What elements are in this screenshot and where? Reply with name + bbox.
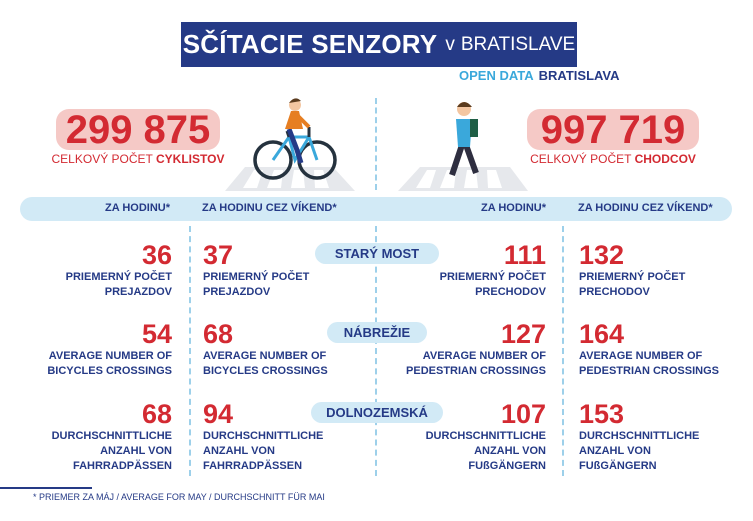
row1-ped-hour-l2: PRECHODOV — [475, 286, 546, 298]
divider-top — [375, 98, 377, 190]
row3-ped-hour-value: 107 — [500, 399, 546, 429]
row1-ped-hour-l1: PRIEMERNÝ POČET — [439, 271, 546, 283]
pedestrian-illustration — [392, 95, 542, 195]
column-header-ped-weekend: ZA HODINU CEZ VÍKEND* — [578, 202, 713, 214]
footnote: * PRIEMER ZA MÁJ / AVERAGE FOR MAY / DURCHSCHNITT FÜR MAI — [33, 492, 325, 502]
cyclists-caption-prefix: CELKOVÝ POČET — [51, 152, 153, 166]
row1-ped-hour-label — [380, 270, 546, 300]
column-header-bike-hour: ZA HODINU* — [105, 202, 170, 214]
row1-bike-weekend-l2: PREJAZDOV — [203, 286, 271, 298]
row3-bike-weekend-value: 94 — [203, 399, 234, 429]
row3-ped-weekend-label — [579, 429, 699, 474]
pedestrians-caption-bold: CHODCOV — [634, 152, 696, 166]
footnote-rule — [0, 487, 92, 489]
location-stary-most: STARÝ MOST — [315, 243, 439, 264]
row3-bike-hour-label — [20, 429, 172, 474]
row2-ped-hour-label — [376, 349, 546, 379]
column-header-bike-weekend: ZA HODINU CEZ VÍKEND* — [202, 202, 337, 214]
divider-left — [189, 226, 191, 476]
title-banner — [181, 22, 577, 67]
row1-ped-weekend-l2: PRECHODOV — [579, 286, 650, 298]
location-nabrezie: NÁBREŽIE — [327, 322, 427, 343]
row3-bike-weekend-l2: ANZAHL VON — [203, 445, 275, 457]
row3-bike-hour-l3: FAHRRADPÄSSEN — [72, 460, 172, 472]
row3-ped-weekend-value: 153 — [579, 399, 625, 429]
row2-ped-hour-value: 127 — [500, 319, 546, 349]
cyclist-illustration — [205, 95, 375, 195]
row3-bike-weekend-l3: FAHRRADPÄSSEN — [203, 460, 303, 472]
cyclists-total-value: 299 875 — [65, 108, 211, 152]
row1-bike-weekend-label — [203, 270, 309, 300]
title-main: SČÍTACIE SENZORY — [182, 29, 438, 59]
row3-ped-hour-l1: DURCHSCHNITTLICHE — [425, 430, 546, 442]
title-city: BRATISLAVE — [460, 33, 576, 55]
row1-ped-weekend-label — [579, 270, 685, 300]
row2-ped-weekend-label — [579, 349, 719, 379]
row1-bike-weekend-l1: PRIEMERNÝ POČET — [203, 271, 310, 283]
row2-bike-weekend-label — [203, 349, 328, 379]
row2-ped-hour-l2: PEDESTRIAN CROSSINGS — [406, 365, 546, 377]
row3-bike-weekend-label — [203, 429, 323, 474]
row1-ped-weekend-l1: PRIEMERNÝ POČET — [579, 271, 686, 283]
row2-bike-hour-l2: BICYCLES CROSSINGS — [47, 365, 172, 377]
row2-bike-weekend-l1: AVERAGE NUMBER OF — [203, 350, 327, 362]
row2-ped-hour-l1: AVERAGE NUMBER OF — [422, 350, 546, 362]
row2-bike-hour-value: 54 — [141, 319, 172, 349]
row2-ped-weekend-value: 164 — [579, 319, 625, 349]
row1-bike-hour-l1: PRIEMERNÝ POČET — [65, 271, 172, 283]
pedestrians-total-caption — [515, 152, 711, 166]
row3-ped-hour-label — [380, 429, 546, 474]
cyclists-caption-bold: CYKLISTOV — [156, 152, 225, 166]
row1-bike-hour-label — [20, 270, 172, 300]
brand-open: OPEN DATA — [459, 68, 534, 83]
brand-city: BRATISLAVA — [538, 68, 620, 83]
row2-bike-weekend-l2: BICYCLES CROSSINGS — [203, 365, 328, 377]
pedestrians-caption-prefix: CELKOVÝ POČET — [530, 152, 632, 166]
column-header-ped-hour: ZA HODINU* — [481, 202, 546, 214]
row2-ped-weekend-l2: PEDESTRIAN CROSSINGS — [579, 365, 719, 377]
row3-bike-hour-l1: DURCHSCHNITTLICHE — [51, 430, 172, 442]
open-data-brand — [459, 68, 620, 83]
row3-ped-hour-l3: FUßGÄNGERN — [468, 460, 546, 472]
row3-bike-weekend-l1: DURCHSCHNITTLICHE — [203, 430, 324, 442]
row3-bike-hour-l2: ANZAHL VON — [100, 445, 172, 457]
row1-bike-hour-l2: PREJAZDOV — [104, 286, 172, 298]
pedestrians-total-value: 997 719 — [540, 108, 686, 152]
row1-ped-hour-value: 111 — [503, 240, 546, 270]
divider-right — [562, 226, 564, 476]
row2-bike-hour-l1: AVERAGE NUMBER OF — [48, 350, 172, 362]
row3-bike-hour-value: 68 — [141, 399, 172, 429]
row3-ped-weekend-l3: FUßGÄNGERN — [579, 460, 657, 472]
location-dolnozemska: DOLNOZEMSKÁ — [311, 402, 443, 423]
row3-ped-hour-l2: ANZAHL VON — [474, 445, 546, 457]
row2-bike-hour-label — [20, 349, 172, 379]
row2-bike-weekend-value: 68 — [203, 319, 234, 349]
row1-bike-weekend-value: 37 — [203, 240, 234, 270]
title-v: v — [445, 33, 455, 55]
row3-ped-weekend-l2: ANZAHL VON — [579, 445, 651, 457]
row3-ped-weekend-l1: DURCHSCHNITTLICHE — [579, 430, 700, 442]
row1-bike-hour-value: 36 — [141, 240, 172, 270]
row1-ped-weekend-value: 132 — [579, 240, 625, 270]
row2-ped-weekend-l1: AVERAGE NUMBER OF — [579, 350, 703, 362]
